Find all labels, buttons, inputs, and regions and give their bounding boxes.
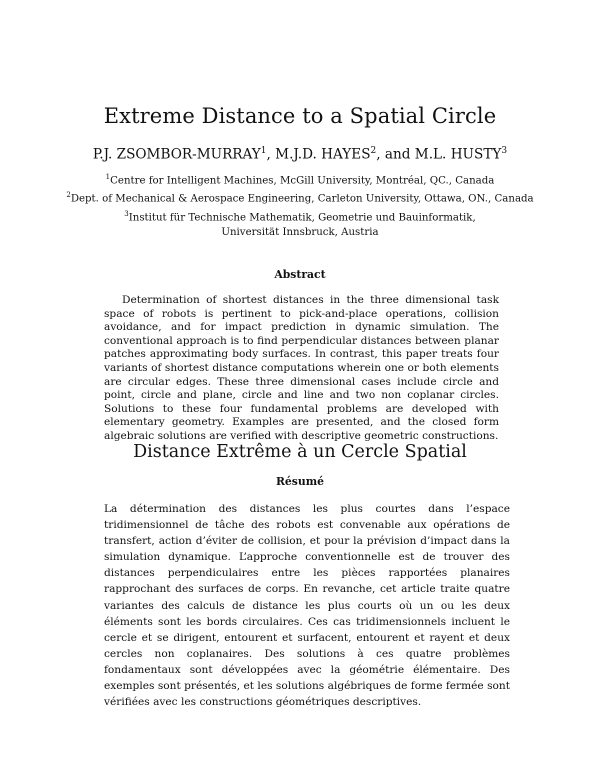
resume-paragraph: La détermination des distances les plus courtes dans l’espace tridimensionnel de tâche des robots est convenable aux opérations de transfert, action d’éviter de collision, et pour la prévision d’impact dans la simulation dynamique. L’approche conventionnelle est de trouver des distances perpendiculaires entre les pièces rapportées planaires rapprochant des surfaces de corps. En revanche, cet article traite quatre variantes des calculs de distance les plus courts où un ou les deux éléments sont les bords circulaires. Ces cas tridimensionnels incluent le cercle et se dirigent, entourent et surfacent, entourent et rayent et deux cercles non coplanaires. Des solutions à ces quatre problèmes fondamentaux sont développées avec la géométrie élémentaire. Des exemples sont présentés, et les solutions algébriques de forme fermée sont vérifiées avec les constructions géométriques descriptives. [104,503,510,709]
author-list [0,146,600,163]
author-1-name: P.J. ZSOMBOR-MURRAY [92,146,261,163]
affiliation-mark: 3 [124,209,129,218]
abstract-heading: Abstract [274,268,326,281]
author-separator: , and [376,146,415,163]
author-3-affil-mark: 3 [501,146,508,156]
affiliation-text: Dept. of Mechanical & Aerospace Engineering, Carleton University, Ottawa, ON., Canada [70,193,534,205]
affiliation-mark: 1 [105,173,111,181]
affiliation-line [0,225,600,240]
affiliation-text: Institut für Technische Mathematik, Geometrie und Bauinformatik, [128,212,476,224]
abstract-paragraph: Determination of shortest distances in the three dimensional task space of robots is pertinent to pick-and-place operations, collision avoidance, and for impact prediction in dynamic simulation. The conventional approach is to find perpendicular distances between planar patches approximating body surfaces. In contrast, this paper treats four variants of shortest distance computations wherein one or both elements are circular edges. These three dimensional cases include circle and point, circle and plane, circle and line and two non coplanar circles. Solutions to these four fundamental problems are developed with elementary geometry. Examples are presented, and the closed form algebraic solutions are verified with descriptive geometric constructions. [104,294,499,442]
affiliation-text: Centre for Intelligent Machines, McGill University, Montréal, QC., Canada [110,175,495,187]
paper-title: Extreme Distance to a Spatial Circle [103,104,497,128]
affiliation-line [0,170,600,188]
author-2-name: M.J.D. HAYES [275,146,371,163]
author-3-name: M.L. HUSTY [414,146,502,163]
french-title: Distance Extrême à un Cercle Spatial [133,442,467,462]
author-1-affil-mark: 1 [260,146,267,156]
author-2-affil-mark: 2 [370,146,377,156]
affiliation-line [0,188,600,206]
author-separator: , [266,146,276,163]
affiliation-line [0,207,600,225]
affiliation-mark: 2 [66,191,71,200]
affiliation-list [0,170,600,240]
resume-heading: Résumé [275,475,325,488]
affiliation-text: Universität Innsbruck, Austria [221,227,379,239]
